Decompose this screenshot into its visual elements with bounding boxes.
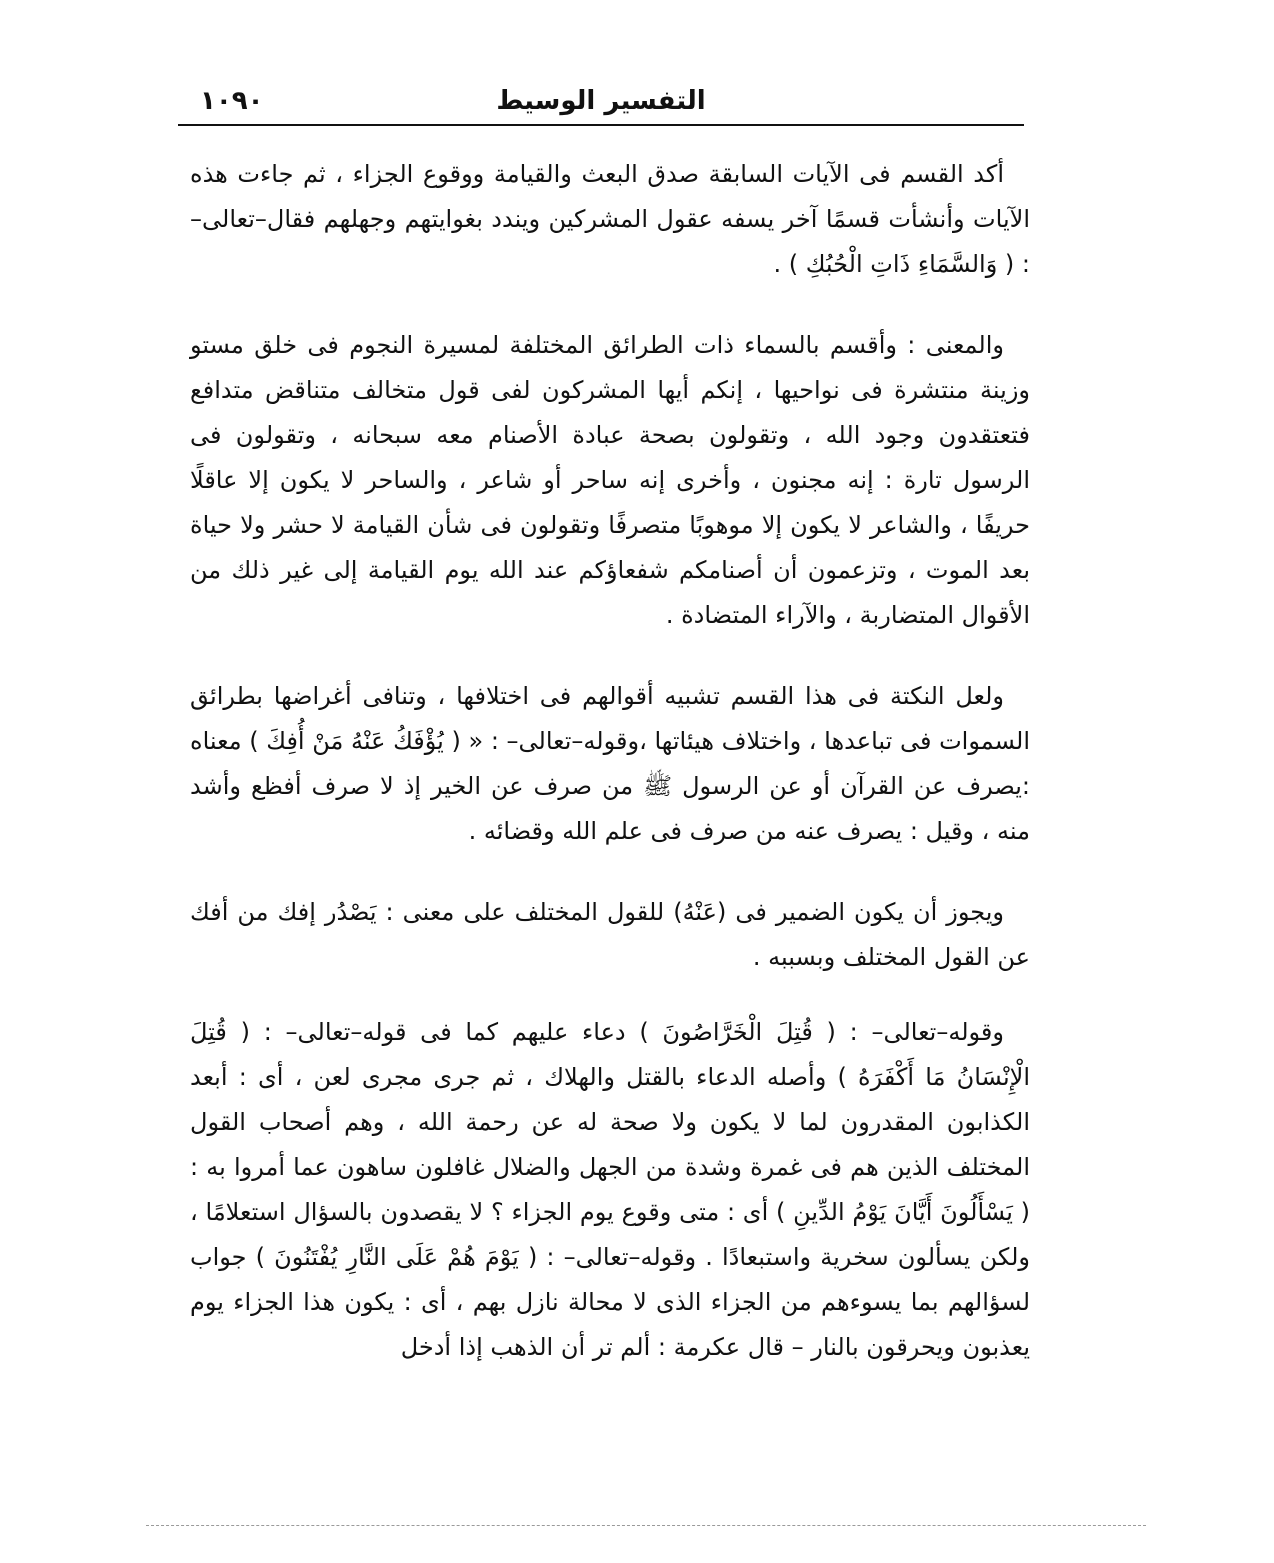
paragraph-wisdom-of-oath: ولعل النكتة فى هذا القسم تشبيه أقوالهم فى اختلافها ، وتنافى أغراضها بطرائق السموات فى تباعدها ، واختلاف هيئاتها ،وقوله–تعالى– : « ( يُؤْفَكُ عَنْهُ مَنْ أُفِكَ ) معناه :يصرف عن القرآن أو عن الرسول ﷺ من صرف عن الخير إذ لا صرف أفظع وأشد منه ، وقيل : يصرف عنه من صرف فى علم الله وقضائه . xyxy=(190,682,1030,845)
paragraph-pronoun-reference: ويجوز أن يكون الضمير فى (عَنْهُ) للقول المختلف على معنى : يَصْدُر إفك من أفك عن القول المختلف وبسببه . xyxy=(190,898,1030,971)
body-text xyxy=(190,152,1030,1370)
header-rule xyxy=(178,124,1024,126)
paragraph-meaning: والمعنى : وأقسم بالسماء ذات الطرائق المختلفة لمسيرة النجوم فى خلق مستو وزينة منتشرة فى نواحيها ، إنكم أيها المشركون لفى قول متخالف متناقض متدافع فتعتقدون وجود الله ، وتقولون بصحة عبادة الأصنام معه سبحانه ، وتقولون فى الرسول تارة : إنه مجنون ، وأخرى إنه ساحر أو شاعر ، والساحر لا يكون إلا عاقلًا حريفًا ، والشاعر لا يكون إلا موهوبًا متصرفًا وتقولون فى شأن القيامة لا حشر ولا حياة بعد الموت ، وتزعمون أن أصنامكم شفعاؤكم عند الله يوم القيامة إلى غير ذلك من الأقوال المتضاربة ، والآراء المتضادة . xyxy=(190,331,1030,629)
running-title: التفسير الوسيط xyxy=(496,86,706,116)
running-header xyxy=(178,84,1024,124)
page-bottom-edge xyxy=(146,1525,1146,1526)
paragraph-liars-cursed: وقوله–تعالى– : ( قُتِلَ الْخَرَّاصُونَ ) دعاء عليهم كما فى قوله–تعالى– : ( قُتِلَ الْإِنْسَانُ مَا أَكْفَرَهُ ) وأصله الدعاء بالقتل والهلاك ، ثم جرى مجرى لعن ، أى : أبعد الكذابون المقدرون لما لا يكون ولا صحة له عن رحمة الله ، وهم أصحاب القول المختلف الذين هم فى غمرة وشدة من الجهل والضلال غافلون ساهون عما أمروا به : ( يَسْأَلُونَ أَيَّانَ يَوْمُ الدِّينِ ) أى : متى وقوع يوم الجزاء ؟ لا يقصدون بالسؤال استعلامًا ، ولكن يسألون سخرية واستبعادًا . وقوله–تعالى– : ( يَوْمَ هُمْ عَلَى النَّارِ يُفْتَنُونَ ) جواب لسؤالهم بما يسوءهم من الجزاء الذى لا محالة نازل بهم ، أى : يكون هذا الجزاء يوم يعذبون ويحرقون بالنار – قال عكرمة : ألم تر أن الذهب إذا أدخل xyxy=(190,1018,1030,1361)
paragraph-oath-intro: أكد القسم فى الآيات السابقة صدق البعث والقيامة ووقوع الجزاء ، ثم جاءت هذه الآيات وأنشأت قسمًا آخر يسفه عقول المشركين ويندد بغوايتهم وجهلهم فقال–تعالى– : ( وَالسَّمَاءِ ذَاتِ الْحُبُكِ ) . xyxy=(190,160,1030,278)
page-number: ١٠٩٠ xyxy=(200,86,264,116)
